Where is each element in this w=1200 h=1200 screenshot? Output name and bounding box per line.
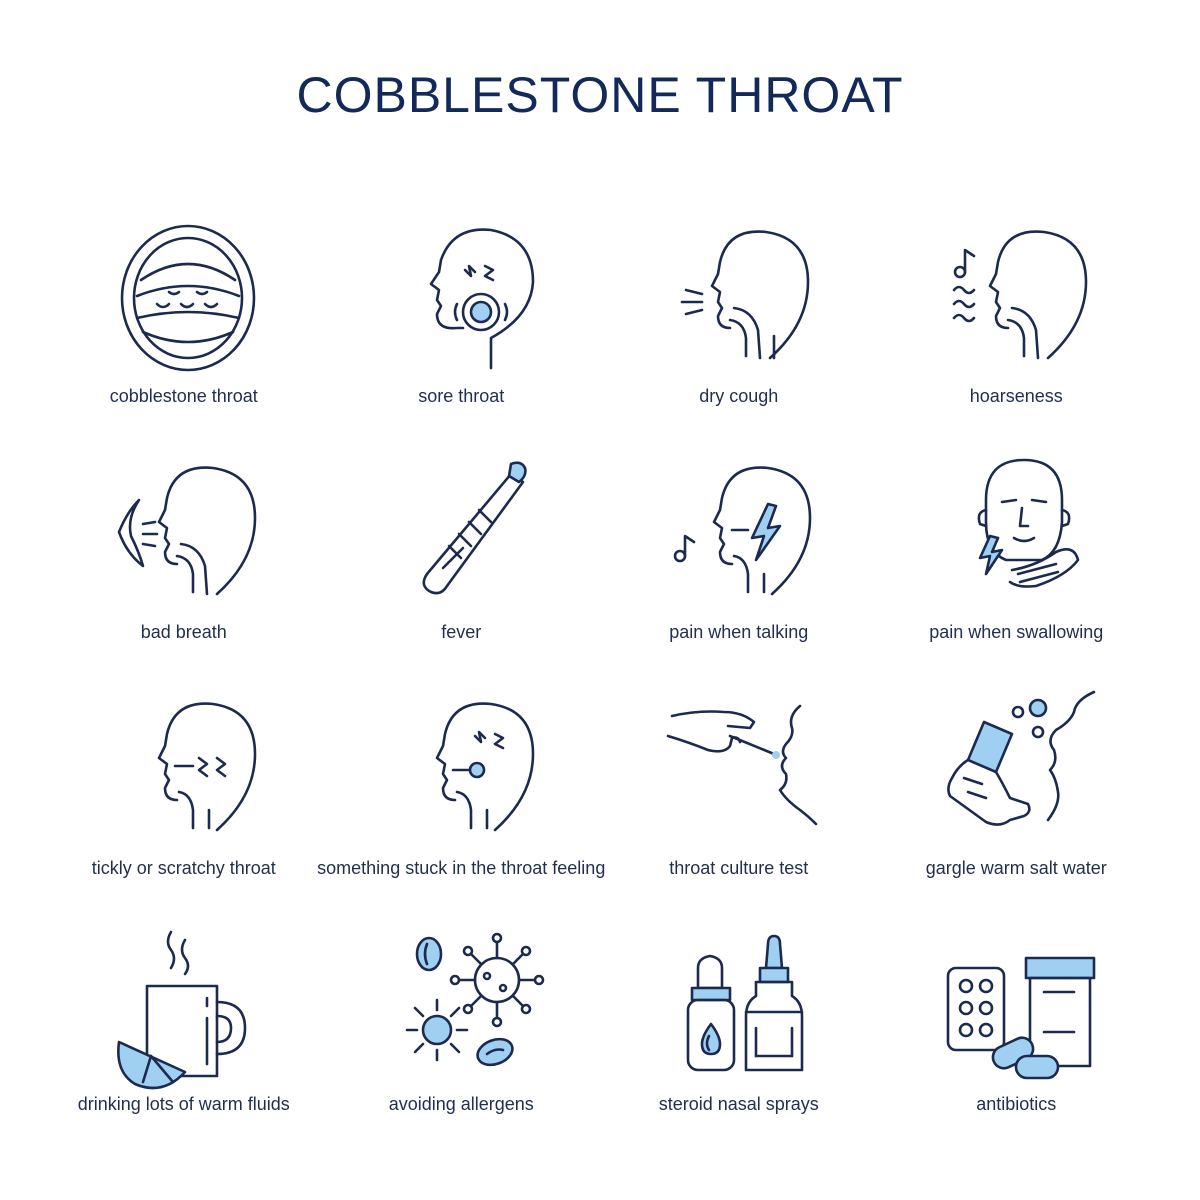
grid-item bbox=[878, 210, 1156, 446]
grid-item bbox=[878, 682, 1156, 918]
grid-item bbox=[600, 446, 878, 682]
item-label: pain when swallowing bbox=[929, 622, 1104, 642]
grid-item bbox=[45, 210, 323, 446]
item-label: drinking lots of warm fluids bbox=[77, 1094, 290, 1114]
item-label: bad breath bbox=[140, 622, 227, 642]
grid-item bbox=[878, 918, 1156, 1154]
warm-drink-icon bbox=[113, 928, 263, 1078]
item-label: sore throat bbox=[418, 386, 505, 406]
pain-swallowing-icon bbox=[946, 456, 1096, 606]
item-label: tickly or scratchy throat bbox=[91, 858, 276, 878]
pain-talking-icon bbox=[668, 456, 818, 606]
grid-item bbox=[45, 446, 323, 682]
item-label: dry cough bbox=[699, 386, 779, 406]
item-label: something stuck in the throat feeling bbox=[317, 858, 606, 878]
grid-item bbox=[45, 682, 323, 918]
open-mouth-icon bbox=[113, 220, 263, 370]
gargle-icon bbox=[946, 692, 1096, 842]
stuck-throat-icon bbox=[391, 692, 541, 842]
item-label: fever bbox=[441, 622, 482, 642]
item-label: throat culture test bbox=[669, 858, 809, 878]
nasal-spray-icon bbox=[668, 928, 818, 1078]
throat-swab-icon bbox=[668, 692, 818, 842]
allergens-icon bbox=[391, 928, 541, 1078]
item-label: hoarseness bbox=[969, 386, 1063, 406]
grid-item bbox=[323, 918, 601, 1154]
item-label: steroid nasal sprays bbox=[658, 1094, 819, 1114]
antibiotics-icon bbox=[946, 928, 1096, 1078]
grid-item bbox=[323, 210, 601, 446]
item-label: antibiotics bbox=[976, 1094, 1057, 1114]
sore-throat-icon bbox=[391, 220, 541, 370]
item-label: gargle warm salt water bbox=[925, 858, 1107, 878]
hoarseness-icon bbox=[946, 220, 1096, 370]
grid-item bbox=[323, 446, 601, 682]
bad-breath-icon bbox=[113, 456, 263, 606]
item-label: cobblestone throat bbox=[109, 386, 258, 406]
thermometer-icon bbox=[391, 456, 541, 606]
grid-item bbox=[600, 682, 878, 918]
symptom-grid bbox=[45, 210, 1155, 1140]
grid-item bbox=[878, 446, 1156, 682]
item-label: pain when talking bbox=[669, 622, 809, 642]
grid-item bbox=[45, 918, 323, 1154]
grid-item bbox=[600, 210, 878, 446]
scratchy-throat-icon bbox=[113, 692, 263, 842]
dry-cough-icon bbox=[668, 220, 818, 370]
item-label: avoiding allergens bbox=[388, 1094, 534, 1114]
grid-item bbox=[600, 918, 878, 1154]
page-title: COBBLESTONE THROAT bbox=[296, 67, 904, 123]
grid-item bbox=[317, 682, 606, 918]
